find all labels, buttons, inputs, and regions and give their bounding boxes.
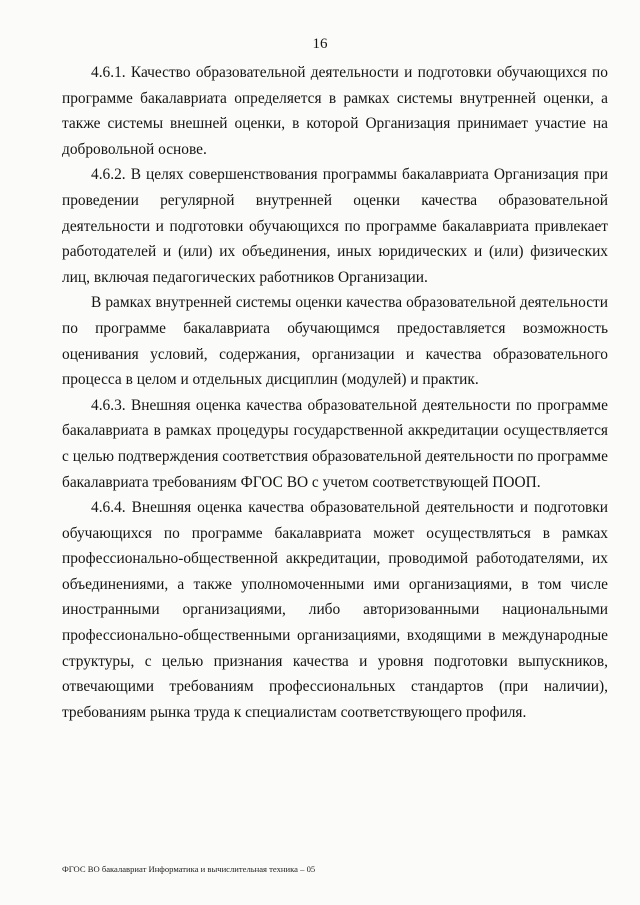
paragraph-4-6-1: 4.6.1. Качество образовательной деятельности и подготовки обучающихся по программе бакалавриата определяется в рамках системы внутренней оценки, а также системы внешней оценки, в которой Организация принимает участие на добровольной основе. — [62, 64, 608, 158]
document-body — [62, 60, 608, 725]
page-footer: ФГОС ВО бакалавриат Информатика и вычислительная техника – 05 — [62, 864, 316, 874]
paragraph-internal-assessment: В рамках внутренней системы оценки качества образовательной деятельности по программе бакалавриата обучающимся предоставляется возможность оценивания условий, содержания, организации и качества образовательного процесса в целом и отдельных дисциплин (модулей) и практик. — [62, 294, 608, 389]
paragraph-4-6-3: 4.6.3. Внешняя оценка качества образовательной деятельности по программе бакалавриата в рамках процедуры государственной аккредитации осуществляется с целью подтверждения соответствия образовательной деятельности по программе бакалавриата требованиям ФГОС ВО с учетом соответствующей ПООП. — [62, 396, 608, 491]
paragraph-4-6-2: 4.6.2. В целях совершенствования программы бакалавриата Организация при проведении регулярной внутренней оценки качества образовательной деятельности и подготовки обучающихся по программе бакалавриата привлекает работодателей и (или) их объединения, иных юридических и (или) физических лиц, включая педагогических работников Организации. — [62, 166, 608, 286]
page-number: 16 — [312, 36, 328, 52]
paragraph-4-6-4: 4.6.4. Внешняя оценка качества образовательной деятельности и подготовки обучающихся по программе бакалавриата может осуществляться в рамках профессионально-общественной аккредитации, проводимой работодателями, их объединениями, а также уполномоченными ими организациями, в том числе иностранными организациями, либо авторизованными национальными профессионально-общественными организациями, входящими в международные структуры, с целью признания качества и уровня подготовки выпускников, отвечающими требованиям профессиональных стандартов (при наличии), требованиям рынка труда к специалистам соответствующего профиля. — [62, 499, 608, 721]
